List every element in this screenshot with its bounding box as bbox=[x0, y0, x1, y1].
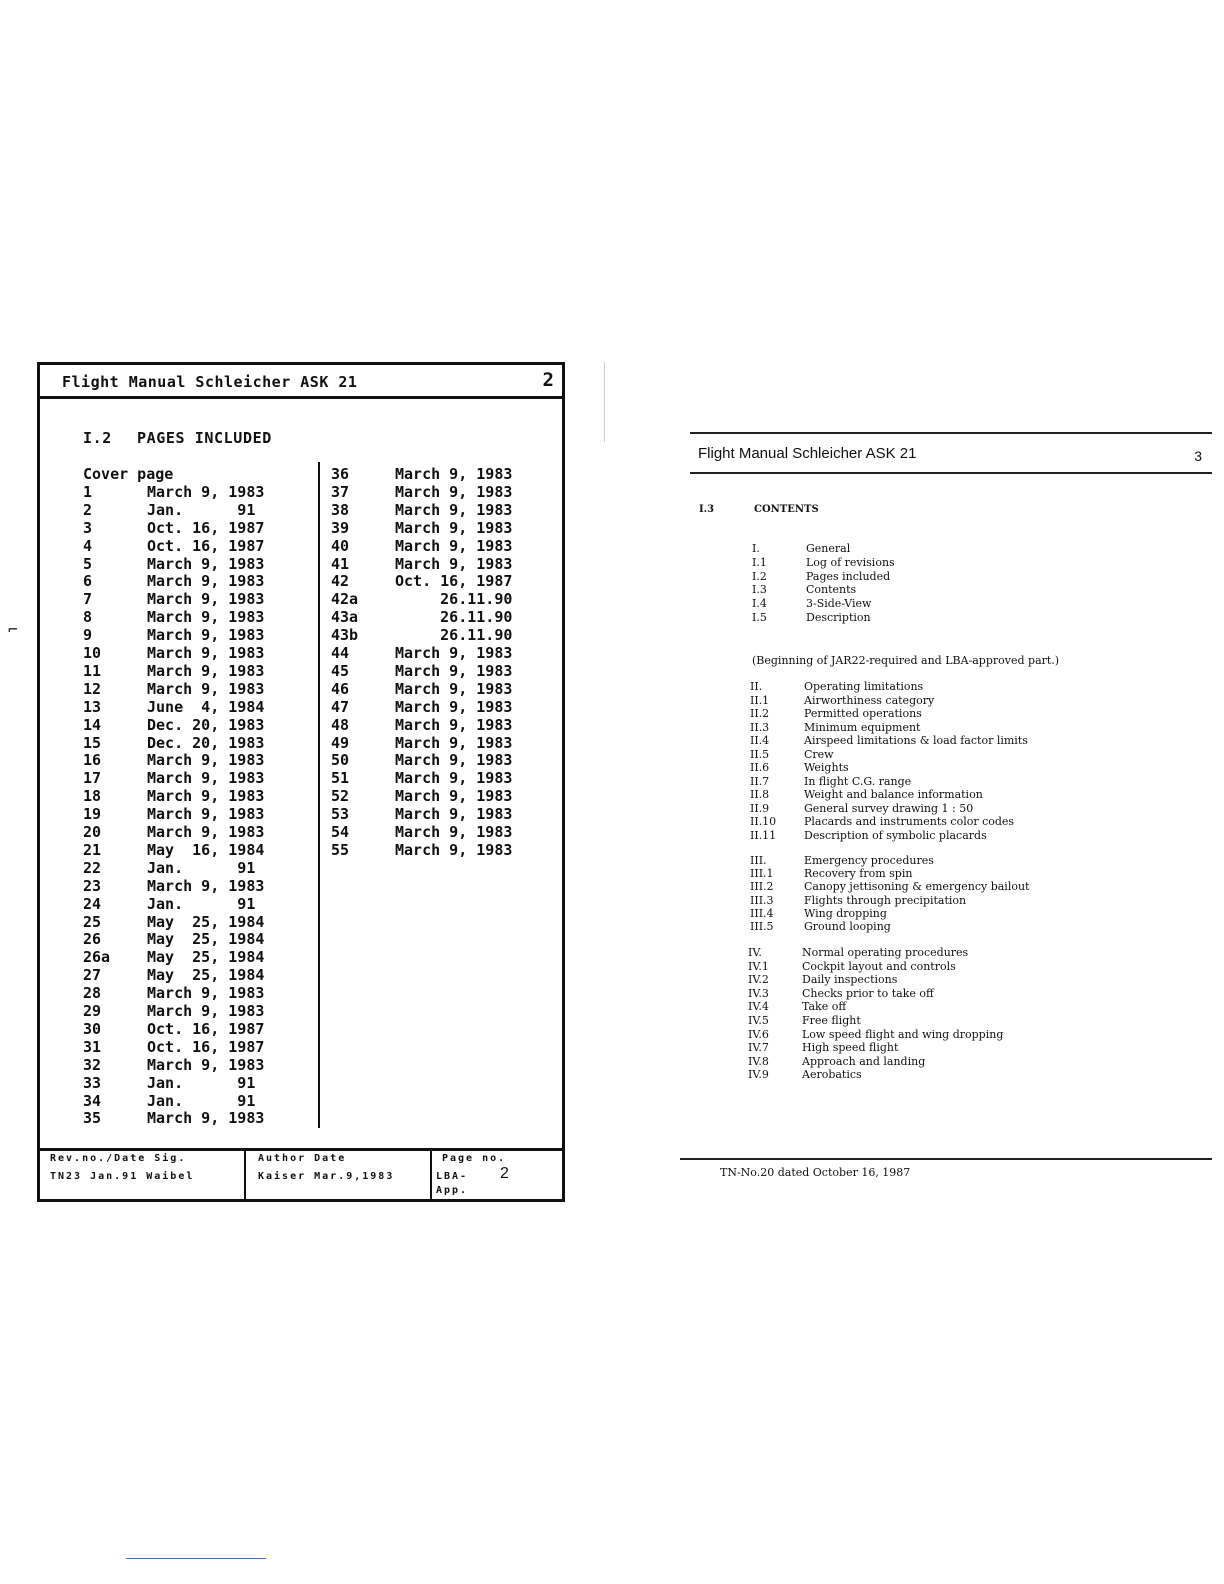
page-id: 40 bbox=[331, 536, 350, 555]
page-id: 16 bbox=[83, 751, 102, 770]
toc-number: III.2 bbox=[750, 880, 774, 894]
page-id: 17 bbox=[83, 769, 102, 788]
page-date: 26.11.90 bbox=[395, 626, 513, 645]
page-id: 13 bbox=[83, 697, 102, 716]
page-date: March 9, 1983 bbox=[147, 554, 265, 573]
page-id: 8 bbox=[83, 608, 93, 627]
page-date: 26.11.90 bbox=[395, 590, 513, 609]
page-id: 14 bbox=[83, 715, 102, 734]
toc-title: Weight and balance information bbox=[804, 788, 983, 801]
page-id: 7 bbox=[83, 590, 93, 609]
toc-title: Normal operating procedures bbox=[802, 946, 969, 959]
page-date: Oct. 16, 1987 bbox=[147, 1037, 265, 1056]
toc-number: II.6 bbox=[750, 761, 770, 774]
toc-number: I. bbox=[752, 542, 760, 555]
page-number: 2 bbox=[542, 369, 554, 391]
toc-number: I.5 bbox=[752, 611, 767, 624]
page-no-prefix: LBA- bbox=[436, 1171, 469, 1182]
page-date: 26.11.90 bbox=[395, 608, 513, 627]
toc-title: Permitted operations bbox=[804, 707, 922, 720]
page-date: Oct. 16, 1987 bbox=[395, 572, 513, 591]
toc-title: High speed flight bbox=[802, 1041, 899, 1055]
page-id: 18 bbox=[83, 787, 102, 806]
page-id: 4 bbox=[83, 536, 93, 555]
toc-title: General bbox=[806, 542, 851, 555]
toc-title: Aerobatics bbox=[802, 1068, 862, 1082]
page-id: 21 bbox=[83, 840, 102, 859]
toc-number: II.7 bbox=[750, 774, 770, 788]
page-id: 10 bbox=[83, 644, 102, 662]
toc-title: Contents bbox=[806, 583, 857, 597]
page-date: March 9, 1983 bbox=[395, 500, 513, 519]
approval-note: (Beginning of JAR22-required and LBA-approved part.) bbox=[752, 654, 1060, 667]
page-date: March 9, 1983 bbox=[147, 1002, 265, 1020]
toc-number: I.3 bbox=[752, 583, 767, 597]
toc-number: III.5 bbox=[750, 920, 774, 933]
toc-title: Airworthiness category bbox=[804, 693, 935, 707]
page-date: March 9, 1983 bbox=[147, 1109, 265, 1128]
page-date: March 9, 1983 bbox=[395, 518, 513, 537]
toc-title: Free flight bbox=[802, 1014, 861, 1027]
page-id: 54 bbox=[331, 823, 350, 841]
toc-number: II. bbox=[750, 680, 763, 693]
footer-rule bbox=[680, 1158, 1212, 1160]
page-date: March 9, 1983 bbox=[395, 805, 513, 824]
toc-title: Checks prior to take off bbox=[802, 986, 934, 1000]
toc-title: Low speed flight and wing dropping bbox=[802, 1027, 1004, 1041]
page-id: 45 bbox=[331, 661, 350, 680]
page-id: 19 bbox=[83, 805, 102, 824]
page-date: March 9, 1983 bbox=[147, 626, 265, 645]
page-id: 5 bbox=[83, 554, 93, 573]
toc-number: IV.6 bbox=[748, 1027, 769, 1041]
page-date: March 9, 1983 bbox=[147, 769, 265, 788]
toc-title: Emergency procedures bbox=[804, 854, 934, 867]
page-date: March 9, 1983 bbox=[147, 1055, 265, 1074]
page-id: 2 bbox=[83, 500, 93, 519]
page-date: Jan. 91 bbox=[147, 894, 256, 913]
page-date: March 9, 1983 bbox=[147, 572, 265, 591]
page-date: March 9, 1983 bbox=[147, 679, 265, 698]
toc-title: Take off bbox=[802, 1000, 847, 1014]
page-date: March 9, 1983 bbox=[147, 590, 265, 609]
page-date: March 9, 1983 bbox=[147, 787, 265, 806]
page-id: 31 bbox=[83, 1037, 102, 1056]
toc-number: IV.3 bbox=[748, 986, 769, 1000]
page-id: 15 bbox=[83, 733, 102, 752]
page-date: March 9, 1983 bbox=[147, 805, 265, 824]
page-date: June 4, 1984 bbox=[147, 697, 265, 716]
page-date: March 9, 1983 bbox=[395, 679, 513, 698]
toc-title: Weights bbox=[804, 761, 849, 774]
toc-title: Description of symbolic placards bbox=[804, 828, 987, 842]
page-2-panel bbox=[37, 362, 565, 1202]
page-date: Dec. 20, 1983 bbox=[147, 733, 265, 752]
page-id: 43a bbox=[331, 608, 359, 627]
page-date: Oct. 16, 1987 bbox=[147, 536, 265, 555]
scan-mark: ⌐ bbox=[8, 620, 18, 639]
page-date: May 25, 1984 bbox=[147, 912, 265, 931]
page-date: Oct. 16, 1987 bbox=[147, 1019, 265, 1038]
page-date: March 9, 1983 bbox=[395, 661, 513, 680]
page-date: March 9, 1983 bbox=[395, 769, 513, 788]
toc-title: Recovery from spin bbox=[804, 867, 913, 881]
page-id: 37 bbox=[331, 482, 350, 501]
page-date: March 9, 1983 bbox=[147, 608, 265, 627]
section-title: PAGES INCLUDED bbox=[137, 429, 272, 447]
toc-number: II.10 bbox=[750, 815, 777, 828]
footer-page-cell bbox=[430, 1151, 562, 1202]
footer-revision-cell bbox=[40, 1151, 244, 1202]
page-id: 26a bbox=[83, 948, 111, 967]
page-id: 35 bbox=[83, 1109, 102, 1128]
toc-title: Pages included bbox=[806, 569, 891, 583]
page-id: 24 bbox=[83, 894, 102, 913]
toc-number: II.9 bbox=[750, 801, 770, 815]
page-date: Jan. 91 bbox=[147, 858, 256, 877]
author-value: Kaiser Mar.9,1983 bbox=[258, 1171, 395, 1182]
page-id: 49 bbox=[331, 733, 350, 752]
page-id: 42 bbox=[331, 572, 350, 591]
page-date: March 9, 1983 bbox=[395, 823, 513, 841]
page-id: 28 bbox=[83, 984, 102, 1003]
page-id: 39 bbox=[331, 518, 350, 537]
manual-title: Flight Manual Schleicher ASK 21 bbox=[698, 445, 917, 462]
page-no-header: Page no. bbox=[442, 1153, 507, 1164]
page-id: 53 bbox=[331, 805, 350, 824]
page-id: 55 bbox=[331, 840, 350, 859]
toc-number: II.4 bbox=[750, 734, 770, 747]
toc-number: I.2 bbox=[752, 569, 767, 583]
page-date: Jan. 91 bbox=[147, 1073, 256, 1092]
page-date: May 25, 1984 bbox=[147, 966, 265, 985]
page-id: 34 bbox=[83, 1091, 102, 1110]
page-id: 41 bbox=[331, 554, 350, 573]
page-date: March 9, 1983 bbox=[395, 536, 513, 555]
toc-number: II.11 bbox=[750, 828, 777, 842]
toc-title: Description bbox=[806, 611, 871, 624]
page-id: 20 bbox=[83, 823, 102, 841]
page-id: 46 bbox=[331, 679, 350, 698]
section-heading bbox=[83, 429, 272, 447]
page-no-approval: App. bbox=[436, 1185, 469, 1196]
page-date: March 9, 1983 bbox=[147, 823, 265, 841]
toc-number: I.4 bbox=[752, 597, 767, 611]
page-id: 22 bbox=[83, 858, 102, 877]
page-date: March 9, 1983 bbox=[395, 787, 513, 806]
page-date: March 9, 1983 bbox=[395, 840, 513, 859]
toc-title: Approach and landing bbox=[802, 1054, 926, 1068]
page-date: March 9, 1983 bbox=[395, 715, 513, 734]
revision-value: TN23 Jan.91 Waibel bbox=[50, 1171, 195, 1182]
page-id: 42a bbox=[331, 590, 359, 609]
page-id: 44 bbox=[331, 644, 350, 662]
toc-number: IV.4 bbox=[748, 1000, 769, 1014]
header-rule-bottom bbox=[690, 472, 1212, 474]
page-date: March 9, 1983 bbox=[395, 697, 513, 716]
toc-title: Airspeed limitations & load factor limits bbox=[804, 734, 1028, 747]
toc-title: Minimum equipment bbox=[804, 720, 921, 734]
toc-number: IV. bbox=[748, 946, 762, 959]
toc-number: II.3 bbox=[750, 720, 770, 734]
page-date: March 9, 1983 bbox=[147, 661, 265, 680]
page-id: 33 bbox=[83, 1073, 102, 1092]
page-date: Jan. 91 bbox=[147, 500, 256, 519]
section-heading bbox=[699, 504, 819, 515]
toc-number: II.5 bbox=[750, 747, 770, 761]
page-date: May 25, 1984 bbox=[147, 948, 265, 967]
page-id: 47 bbox=[331, 697, 350, 716]
author-header: Author Date bbox=[258, 1153, 347, 1164]
toc-number: I.1 bbox=[752, 555, 767, 569]
page-date: March 9, 1983 bbox=[395, 465, 513, 483]
toc-title: Daily inspections bbox=[802, 973, 898, 987]
section-title: CONTENTS bbox=[754, 504, 819, 515]
column-divider bbox=[318, 462, 320, 1128]
page-id: 26 bbox=[83, 930, 102, 949]
page-date: May 16, 1984 bbox=[147, 840, 265, 859]
toc-number: IV.1 bbox=[748, 959, 769, 973]
page-date: March 9, 1983 bbox=[395, 733, 513, 752]
page-date: March 9, 1983 bbox=[395, 554, 513, 573]
toc-title: Ground looping bbox=[804, 920, 891, 933]
toc-title: Cockpit layout and controls bbox=[802, 959, 956, 973]
revision-header: Rev.no./Date Sig. bbox=[50, 1153, 187, 1164]
toc-number: IV.7 bbox=[748, 1041, 769, 1055]
page-date: Oct. 16, 1987 bbox=[147, 518, 265, 537]
page-date: March 9, 1983 bbox=[147, 876, 265, 895]
toc-number: III. bbox=[750, 854, 767, 867]
scan-edge-line bbox=[604, 362, 605, 442]
toc-title: Log of revisions bbox=[806, 555, 895, 569]
toc-title: 3-Side-View bbox=[806, 597, 872, 611]
page-id: 6 bbox=[83, 572, 93, 591]
toc-title: Wing dropping bbox=[804, 906, 887, 920]
page-id: 29 bbox=[83, 1002, 102, 1020]
page-date: Dec. 20, 1983 bbox=[147, 715, 265, 734]
page-id: 27 bbox=[83, 966, 102, 985]
page-id: 51 bbox=[331, 769, 350, 788]
toc-number: IV.5 bbox=[748, 1014, 769, 1027]
toc-title: General survey drawing 1 : 50 bbox=[804, 801, 974, 815]
toc-number: IV.8 bbox=[748, 1054, 769, 1068]
toc-number: IV.2 bbox=[748, 973, 769, 987]
revision-note: TN-No.20 dated October 16, 1987 bbox=[720, 1166, 911, 1179]
manual-title: Flight Manual Schleicher ASK 21 bbox=[62, 373, 358, 391]
page-date: March 9, 1983 bbox=[395, 751, 513, 770]
page-date: March 9, 1983 bbox=[147, 482, 265, 501]
page-id: 32 bbox=[83, 1055, 102, 1074]
toc-title: Canopy jettisoning & emergency bailout bbox=[804, 880, 1030, 894]
page-date: Jan. 91 bbox=[147, 1091, 256, 1110]
page-id: 48 bbox=[331, 715, 350, 734]
page-id: 50 bbox=[331, 751, 350, 770]
toc-title: Operating limitations bbox=[804, 680, 924, 693]
page-id: 43b bbox=[331, 626, 359, 645]
page-date: March 9, 1983 bbox=[147, 984, 265, 1003]
toc-title: Crew bbox=[804, 747, 834, 761]
page-id: Cover page bbox=[83, 465, 174, 483]
page-no-value: 2 bbox=[500, 1165, 509, 1182]
toc-number: III.1 bbox=[750, 867, 774, 881]
toc-number: II.2 bbox=[750, 707, 770, 720]
header-rule-top bbox=[690, 432, 1212, 434]
page-date: March 9, 1983 bbox=[395, 644, 513, 662]
page-footer-table bbox=[40, 1148, 562, 1202]
page-date: May 25, 1984 bbox=[147, 930, 265, 949]
toc-title: Flights through precipitation bbox=[804, 893, 967, 907]
page-id: 23 bbox=[83, 876, 102, 895]
section-number: I.2 bbox=[83, 429, 112, 447]
page-number: 3 bbox=[1194, 448, 1202, 464]
toc-number: IV.9 bbox=[748, 1068, 769, 1082]
page-id: 12 bbox=[83, 679, 102, 698]
page-id: 30 bbox=[83, 1019, 102, 1038]
page-id: 1 bbox=[83, 482, 93, 501]
page-header bbox=[40, 365, 562, 399]
toc-title: Placards and instruments color codes bbox=[804, 815, 1015, 828]
page-id: 9 bbox=[83, 626, 93, 645]
page-3-panel bbox=[680, 432, 1212, 1202]
toc-title: In flight C.G. range bbox=[804, 774, 912, 788]
toc-number: III.3 bbox=[750, 893, 774, 907]
footer-author-cell bbox=[244, 1151, 430, 1202]
page-id: 11 bbox=[83, 661, 102, 680]
page-date: March 9, 1983 bbox=[395, 482, 513, 501]
page-date: March 9, 1983 bbox=[147, 644, 265, 662]
page-id: 36 bbox=[331, 465, 350, 483]
page-id: 52 bbox=[331, 787, 350, 806]
link-underline bbox=[126, 1558, 266, 1559]
toc-number: III.4 bbox=[750, 906, 774, 920]
page-id: 3 bbox=[83, 518, 93, 537]
page-id: 38 bbox=[331, 500, 350, 519]
page-id: 25 bbox=[83, 912, 102, 931]
toc-number: II.1 bbox=[750, 693, 770, 707]
section-number: I.3 bbox=[699, 504, 715, 515]
page-date: March 9, 1983 bbox=[147, 751, 265, 770]
toc-number: II.8 bbox=[750, 788, 770, 801]
